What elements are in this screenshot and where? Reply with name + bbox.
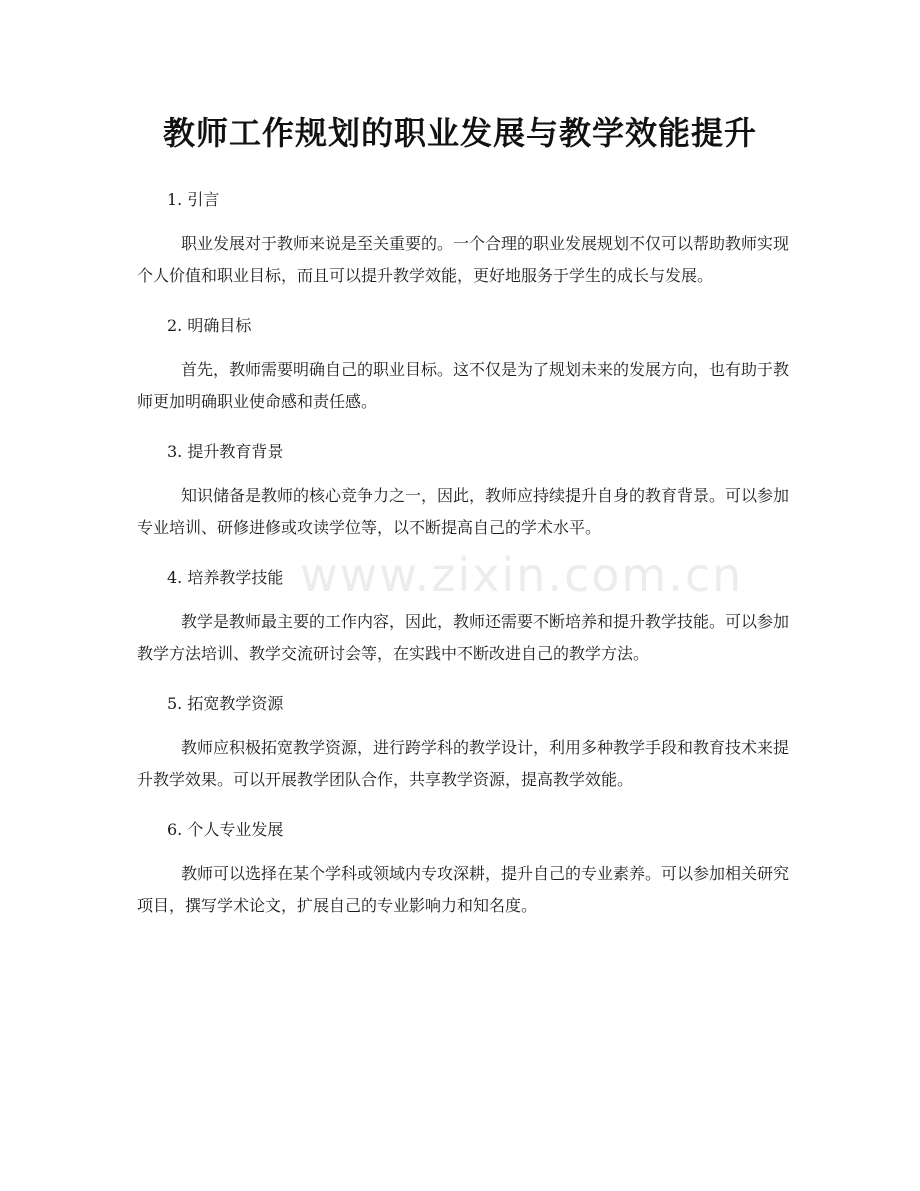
document-title: 教师工作规划的职业发展与教学效能提升 (162, 114, 757, 152)
section-teaching-resources (137, 690, 789, 796)
section-heading: 2. 明确目标 (167, 316, 252, 335)
section-paragraph: 职业发展对于教师来说是至关重要的。一个合理的职业发展规划不仅可以帮助教师实现个人价值和职业目标，而且可以提升教学效能，更好地服务于学生的成长与发展。 (137, 234, 790, 285)
watermark: www.zixin.com.cn (300, 548, 744, 602)
section-heading: 5. 拓宽教学资源 (167, 694, 284, 713)
section-paragraph: 教师可以选择在某个学科或领域内专攻深耕，提升自己的专业素养。可以参加相关研究项目，撰写学术论文，扩展自己的专业影响力和知名度。 (137, 864, 790, 915)
section-paragraph: 知识储备是教师的核心竞争力之一，因此，教师应持续提升自身的教育背景。可以参加专业培训、研修进修或攻读学位等，以不断提高自己的学术水平。 (137, 486, 790, 537)
section-heading: 4. 培养教学技能 (167, 568, 284, 587)
section-professional-development (137, 816, 789, 922)
section-heading: 3. 提升教育背景 (167, 442, 284, 461)
section-teaching-skills (137, 564, 789, 670)
section-education-background (137, 438, 789, 544)
section-heading: 1. 引言 (167, 190, 220, 209)
section-introduction (137, 186, 789, 292)
section-paragraph: 教师应积极拓宽教学资源，进行跨学科的教学设计，利用多种教学手段和教育技术来提升教学效果。可以开展教学团队合作，共享教学资源，提高教学效能。 (137, 738, 790, 789)
document-body (137, 186, 789, 942)
section-clear-goals (137, 312, 789, 418)
section-paragraph: 首先，教师需要明确自己的职业目标。这不仅是为了规划未来的发展方向，也有助于教师更加明确职业使命感和责任感。 (137, 360, 790, 411)
section-heading: 6. 个人专业发展 (167, 820, 284, 839)
section-paragraph: 教学是教师最主要的工作内容，因此，教师还需要不断培养和提升教学技能。可以参加教学方法培训、教学交流研讨会等，在实践中不断改进自己的教学方法。 (137, 612, 790, 663)
